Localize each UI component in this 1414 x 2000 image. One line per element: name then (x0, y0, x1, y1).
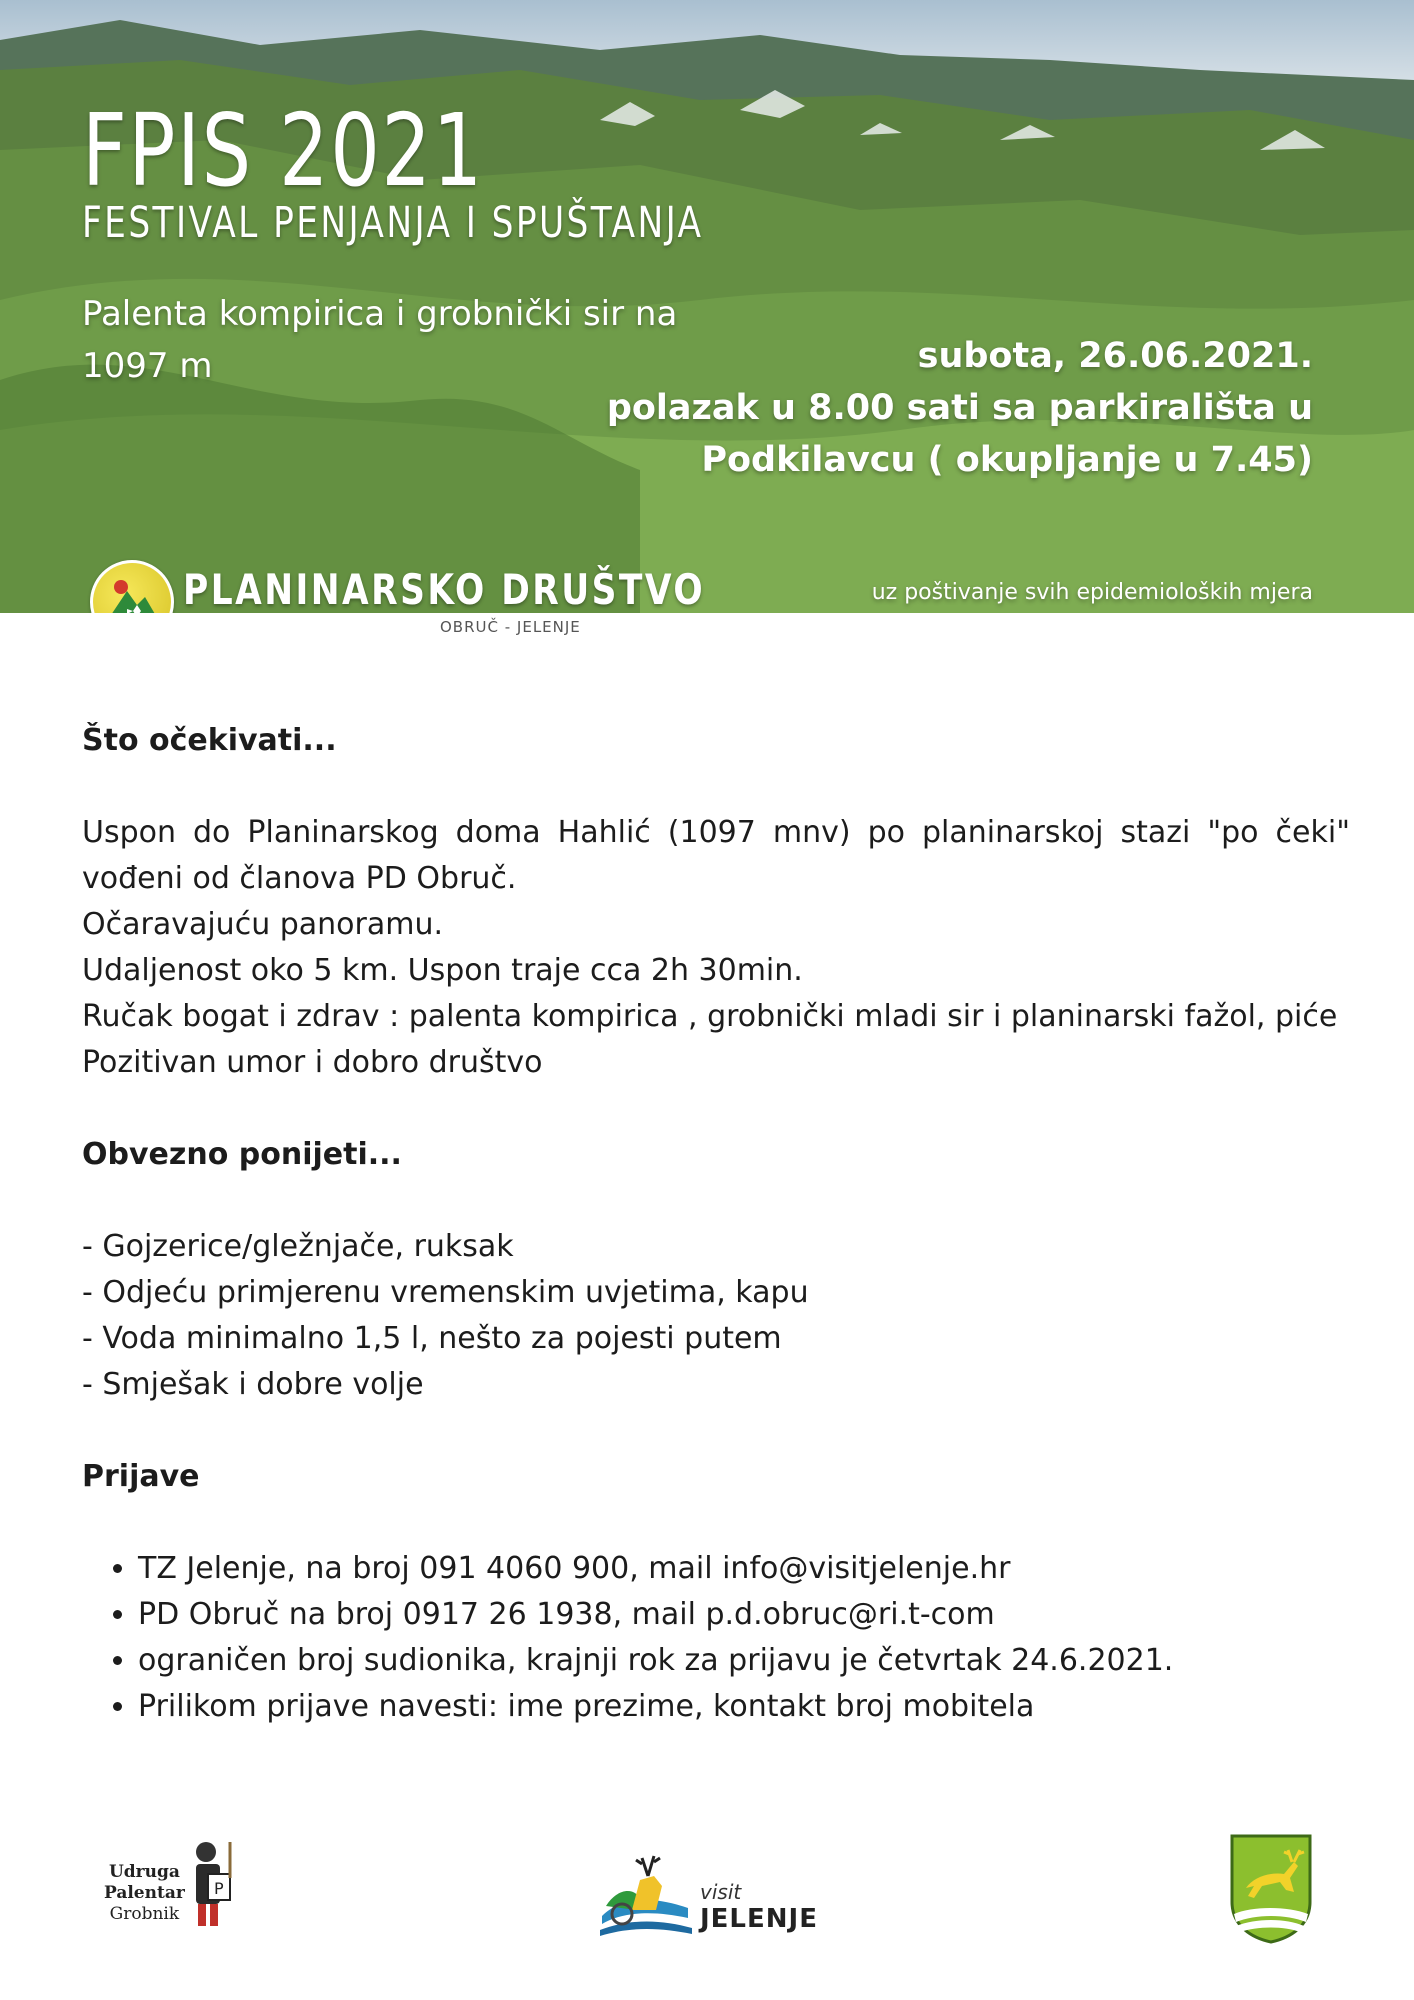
event-date-block (607, 330, 1313, 486)
bring-item: - Gojzerice/gležnjače, ruksak (82, 1229, 514, 1264)
municipality-crest-icon (1228, 1832, 1314, 1944)
mountain-logo-icon (90, 560, 174, 613)
palentar-figure-icon (186, 1838, 242, 1934)
expect-paragraph: Udaljenost oko 5 km. Uspon traje cca 2h 30min. (82, 953, 803, 988)
signup-item: • ograničen broj sudionika, krajnji rok za prijavu je četvrtak 24.6.2021. (138, 1638, 1350, 1684)
palentar-line: Udruga (108, 1862, 180, 1882)
jelenje-label: JELENJE (700, 1904, 818, 1934)
signup-item: • PD Obruč na broj 0917 26 1938, mail p.d.obruc@ri.t-com (138, 1592, 1350, 1638)
palentar-logo-text (104, 1862, 185, 1925)
visit-label: visit (700, 1880, 742, 1904)
expect-paragraph: Pozitivan umor i dobro društvo (82, 1045, 543, 1080)
organization-name: PLANINARSKO DRUŠTVO (183, 565, 706, 613)
expect-heading: Što očekivati... (82, 723, 337, 758)
palentar-line: Palentar (104, 1883, 185, 1903)
signup-list (82, 1546, 1350, 1730)
event-departure: polazak u 8.00 sati sa parkirališta u (606, 388, 1313, 428)
hero-banner (0, 0, 1414, 613)
epidemic-note: uz poštivanje svih epidemioloških mjera (871, 580, 1313, 605)
event-title: FPIS 2021 (82, 92, 484, 209)
bring-heading: Obvezno ponijeti... (82, 1137, 402, 1172)
bring-item: - Odjeću primjerenu vremenskim uvjetima, kapu (82, 1275, 809, 1310)
event-meeting: Podkilavcu ( okupljanje u 7.45) (701, 440, 1313, 480)
expect-paragraph: Očaravajuću panoramu. (82, 907, 444, 942)
palentar-line: Grobnik (109, 1904, 180, 1924)
event-subtitle: FESTIVAL PENJANJA I SPUŠTANJA (82, 198, 704, 248)
bring-item: - Smješak i dobre volje (82, 1367, 424, 1402)
organization-subtitle: OBRUČ - JELENJE (440, 618, 581, 636)
event-tagline: Palenta kompirica i grobnički sir na 1097 m (82, 294, 678, 386)
deer-logo-icon (592, 1846, 700, 1940)
svg-text:P: P (214, 1879, 224, 1898)
expect-paragraph: Uspon do Planinarskog doma Hahlić (1097 mnv) po planinarskoj stazi "po čeki" vođeni od članova PD Obruč. (82, 815, 1350, 896)
signup-item: • TZ Jelenje, na broj 091 4060 900, mail info@visitjelenje.hr (138, 1546, 1350, 1592)
event-date: subota, 26.06.2021. (917, 336, 1313, 376)
bring-item: - Voda minimalno 1,5 l, nešto za pojesti putem (82, 1321, 782, 1356)
signup-heading: Prijave (82, 1459, 200, 1494)
expect-paragraph: Ručak bogat i zdrav : palenta kompirica , grobnički mladi sir i planinarski fažol, piće (82, 999, 1338, 1034)
signup-item: • Prilikom prijave navesti: ime prezime, kontakt broj mobitela (138, 1684, 1350, 1730)
event-details (82, 718, 1350, 1730)
